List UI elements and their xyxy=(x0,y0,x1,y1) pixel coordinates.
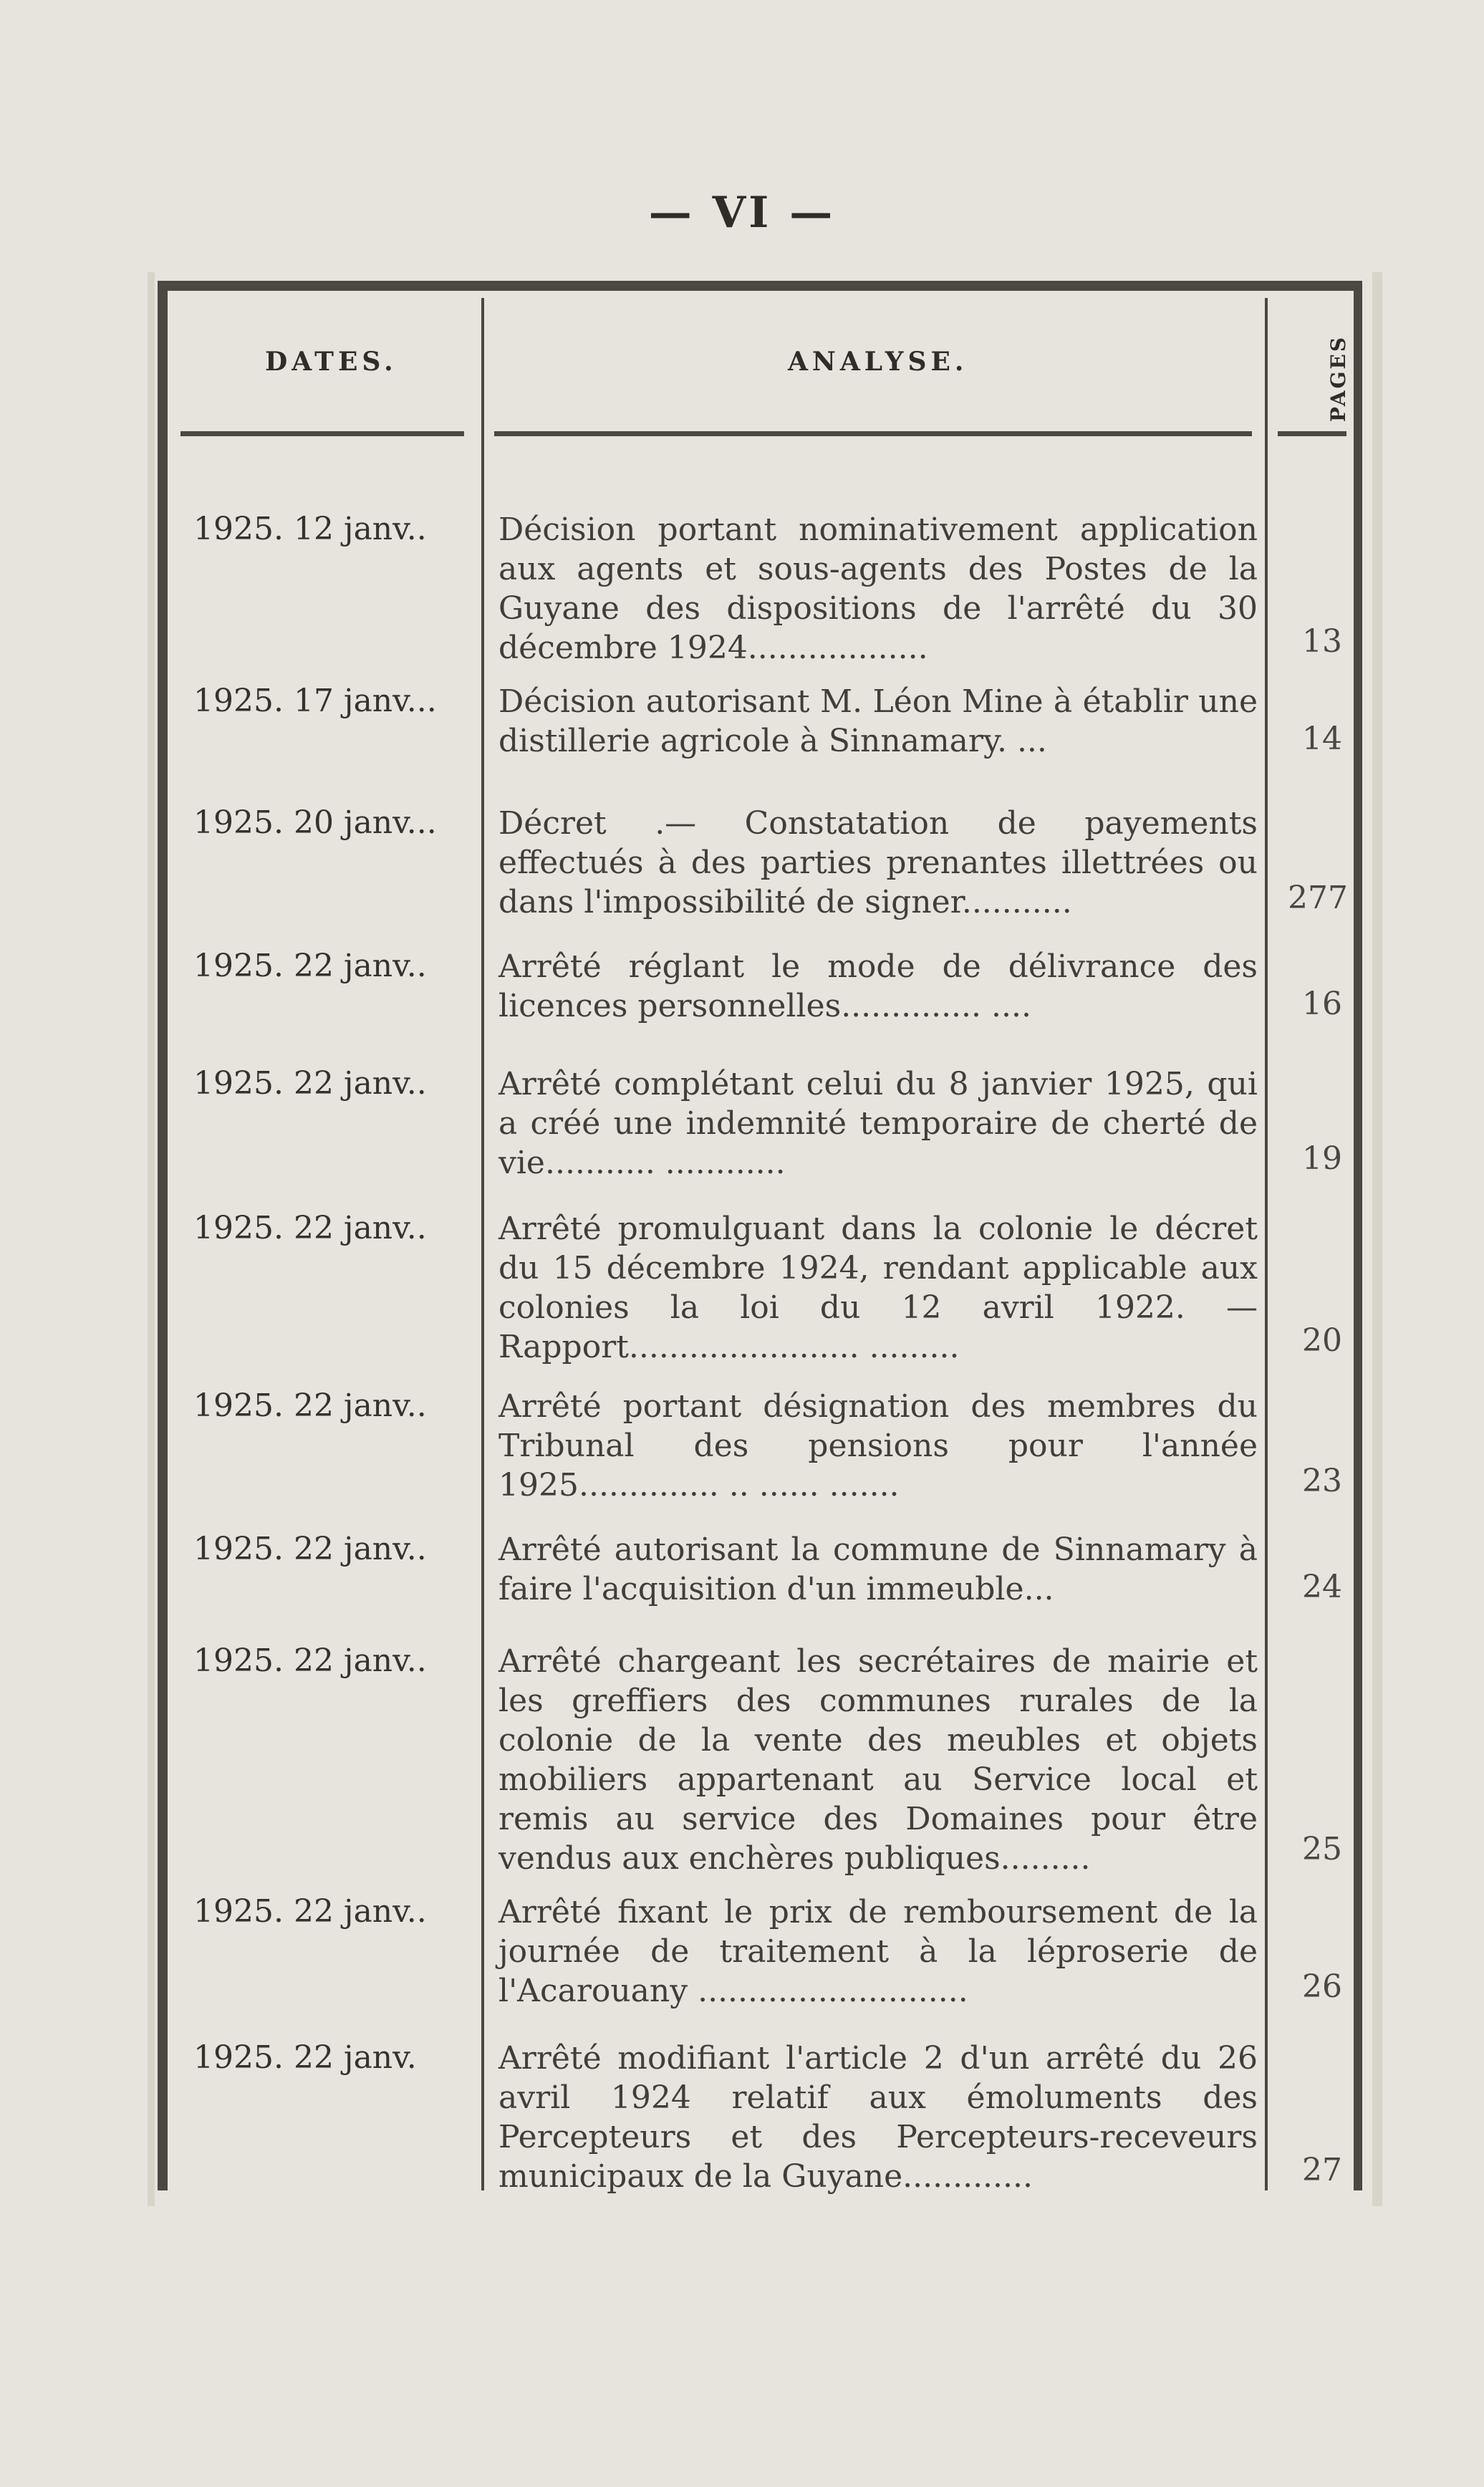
entry-analysis: Arrêté portant désignation des membres du Tribunal des pensions pour l'année 1925.............. .. ...... ....... xyxy=(498,1388,1258,1504)
entry-analysis: Décret .— Constatation de payements effectués à des parties prenantes illettrées ou dans l'impossibilité de signer........... xyxy=(498,805,1258,920)
entry-date: 1925. 12 janv.. xyxy=(193,511,427,547)
entry-date: 1925. 22 janv.. xyxy=(193,1531,427,1567)
entry-analysis: Arrêté autorisant la commune de Sinnamary à faire l'acquisition d'un immeuble... xyxy=(498,1531,1258,1607)
entry-analysis: Arrêté fixant le prix de remboursement de la journée de traitement à la léproserie de l'Acarouany ........................... xyxy=(498,1894,1258,2009)
entry-page: 277 xyxy=(1288,880,1348,916)
top-rule xyxy=(158,287,1362,291)
entry-page: 26 xyxy=(1302,1968,1342,2005)
column-header-dates: DATES. xyxy=(265,347,398,377)
entry-date: 1925. 22 janv.. xyxy=(193,1065,427,1102)
entry-date: 1925. 17 janv... xyxy=(193,683,437,719)
entry-analysis: Arrêté complétant celui du 8 janvier 1925, qui a créé une indemnité temporaire de cherté de vie........... ............ xyxy=(498,1066,1258,1181)
entry-date: 1925. 22 janv.. xyxy=(193,1210,427,1246)
entry-analysis: Décision autorisant M. Léon Mine à établir une distillerie agricole à Sinnamary. ... xyxy=(498,683,1258,759)
entry-analysis: Arrêté modifiant l'article 2 d'un arrêté du 26 avril 1924 relatif aux émoluments des Percepteurs et des Percepteurs-receveurs municipaux de la Guyane............. xyxy=(498,2040,1258,2195)
column-header-analyse: ANALYSE. xyxy=(788,347,968,377)
entry-page: 27 xyxy=(1302,2152,1342,2188)
header-rule-analyse xyxy=(494,431,1252,436)
entry-page: 24 xyxy=(1302,1569,1342,1605)
entry-date: 1925. 20 janv... xyxy=(193,804,437,841)
entry-date: 1925. 22 janv.. xyxy=(193,948,427,984)
header-rule-pages xyxy=(1278,431,1346,436)
entry-page: 13 xyxy=(1302,623,1342,660)
column-divider-pages xyxy=(1265,298,1268,2190)
entry-page: 23 xyxy=(1302,1463,1342,1499)
entry-analysis: Arrêté chargeant les secrétaires de mairie et les greffiers des communes rurales de la colonie de la vente des meubles et objets mobiliers appartenant au Service local et remis au service des Domaines pour être vendus aux enchères publiques......... xyxy=(498,1643,1258,1877)
entry-page: 19 xyxy=(1302,1140,1342,1177)
entry-date: 1925. 22 janv.. xyxy=(193,1642,427,1679)
entry-analysis: Arrêté promulguant dans la colonie le décret du 15 décembre 1924, rendant applicable aux colonies la loi du 12 avril 1922. — Rapport....................... ......... xyxy=(498,1211,1258,1365)
entry-date: 1925. 22 janv.. xyxy=(193,1387,427,1424)
scan-edge-shadow xyxy=(1372,272,1382,2206)
entry-analysis: Arrêté réglant le mode de délivrance des licences personnelles.............. .... xyxy=(498,948,1258,1024)
entry-date: 1925. 22 janv. xyxy=(193,2039,417,2076)
scan-edge-shadow xyxy=(148,272,155,2206)
header-rule-dates xyxy=(180,431,464,436)
entry-page: 25 xyxy=(1302,1831,1342,1867)
column-header-pages: PAGES xyxy=(1326,335,1351,423)
entry-page: 20 xyxy=(1302,1322,1342,1359)
page-header: — VI — xyxy=(648,188,836,238)
entry-page: 16 xyxy=(1302,986,1342,1022)
entry-page: 14 xyxy=(1302,721,1342,757)
entry-date: 1925. 22 janv.. xyxy=(193,1893,427,1930)
entry-analysis: Décision portant nominativement application aux agents et sous-agents des Postes de la Guyane des dispositions de l'arrêté du 30 décembre 1924.................. xyxy=(498,511,1258,666)
